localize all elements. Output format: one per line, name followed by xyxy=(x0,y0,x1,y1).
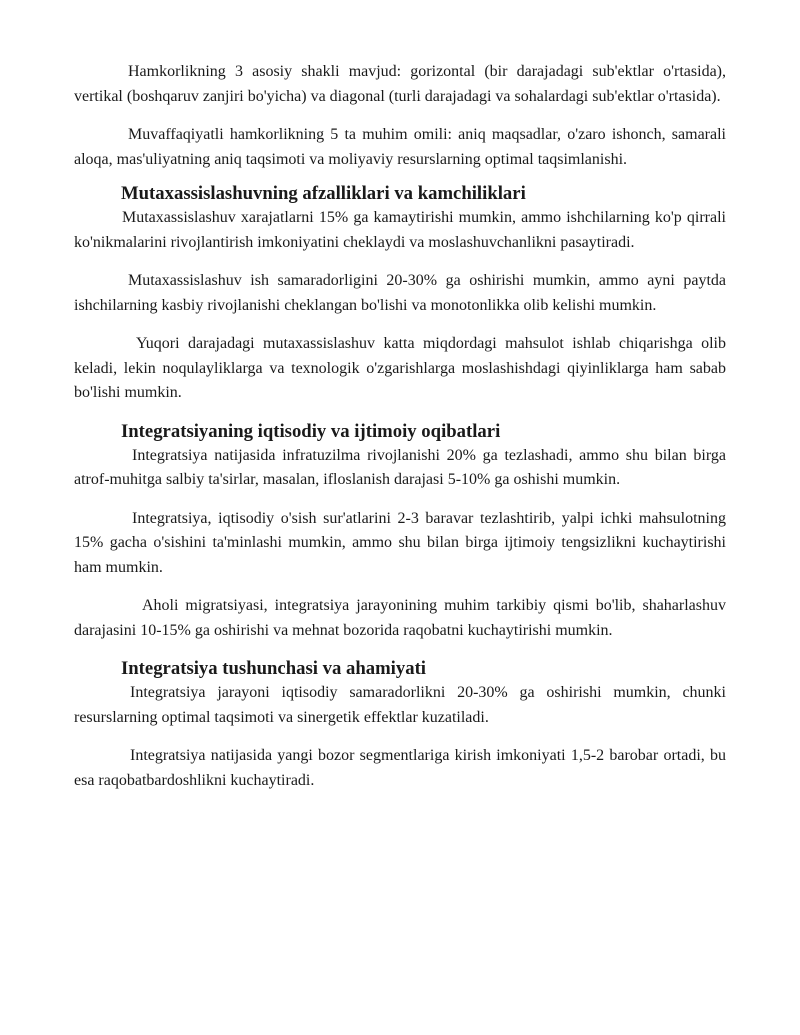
section-paragraph: Aholi migratsiyasi, integratsiya jarayonining muhim tarkibiy qismi bo'lib, shaharlashuv darajasini 10-15% ga oshirishi va mehnat bozorida raqobatni kuchaytirishi mumkin. xyxy=(74,597,726,639)
section-heading: Mutaxassislashuvning afzalliklari va kamchiliklari xyxy=(121,183,526,204)
section-heading: Integratsiya tushunchasi va ahamiyati xyxy=(121,658,427,679)
section-paragraph: Integratsiya jarayoni iqtisodiy samaradorlikni 20-30% ga oshirishi mumkin, chunki resurslarning optimal taqsimoti va sinergetik effektlar kuzatiladi. xyxy=(74,684,726,726)
section-paragraph: Integratsiya natijasida yangi bozor segmentlariga kirish imkoniyati 1,5-2 barobar ortadi, bu esa raqobatbardoshlikni kuchaytiradi. xyxy=(74,747,726,789)
section-paragraph: Mutaxassislashuv ish samaradorligini 20-30% ga oshirishi mumkin, ammo ayni paytda ishchilarning kasbiy rivojlanishi cheklangan bo'lishi va monotonlikka olib kelishi mumkin. xyxy=(74,272,726,314)
section-heading: Integratsiyaning iqtisodiy va ijtimoiy oqibatlari xyxy=(121,420,501,442)
section-specialization xyxy=(74,182,726,406)
section-integration-consequences xyxy=(74,420,726,644)
section-paragraph: Integratsiya, iqtisodiy o'sish sur'atlarini 2-3 baravar tezlashtirib, yalpi ichki mahsulotning 15% gacha o'sishini ta'minlashi mumkin, ammo shu bilan birga ijtimoiy tengsizlikni kuchaytirishi ham mumkin. xyxy=(74,509,726,576)
document-page xyxy=(74,60,726,807)
section-integration-concept xyxy=(74,657,726,793)
intro-paragraph: Muvaffaqiyatli hamkorlikning 5 ta muhim omili: aniq maqsadlar, o'zaro ishonch, samarali aloqa, mas'uliyatning aniq taqsimoti va moliyaviy resurslarning optimal taqsimlanishi. xyxy=(74,126,726,168)
intro-paragraph: Hamkorlikning 3 asosiy shakli mavjud: gorizontal (bir darajadagi sub'ektlar o'rtasida), vertikal (boshqaruv zanjiri bo'yicha) va diagonal (turli darajadagi va sohalardagi sub'ektlar o'rtasida). xyxy=(74,63,726,105)
section-paragraph: Yuqori darajadagi mutaxassislashuv katta miqdordagi mahsulot ishlab chiqarishga olib keladi, lekin noqulayliklarga va texnologik o'zgarishlarga moslashishdagi qiyinliklarga ham sabab bo'lishi mumkin. xyxy=(74,335,726,401)
section-paragraph: Mutaxassislashuv xarajatlarni 15% ga kamaytirishi mumkin, ammo ishchilarning ko'p qirrali ko'nikmalarini rivojlantirish imkoniyatini cheklaydi va moslashuvchanlikni pasaytiradi. xyxy=(74,209,726,251)
section-paragraph: Integratsiya natijasida infratuzilma rivojlanishi 20% ga tezlashadi, ammo shu bilan birga atrof-muhitga salbiy ta'sirlar, masalan, ifloslanish darajasi 5-10% ga oshishi mumkin. xyxy=(74,446,726,488)
